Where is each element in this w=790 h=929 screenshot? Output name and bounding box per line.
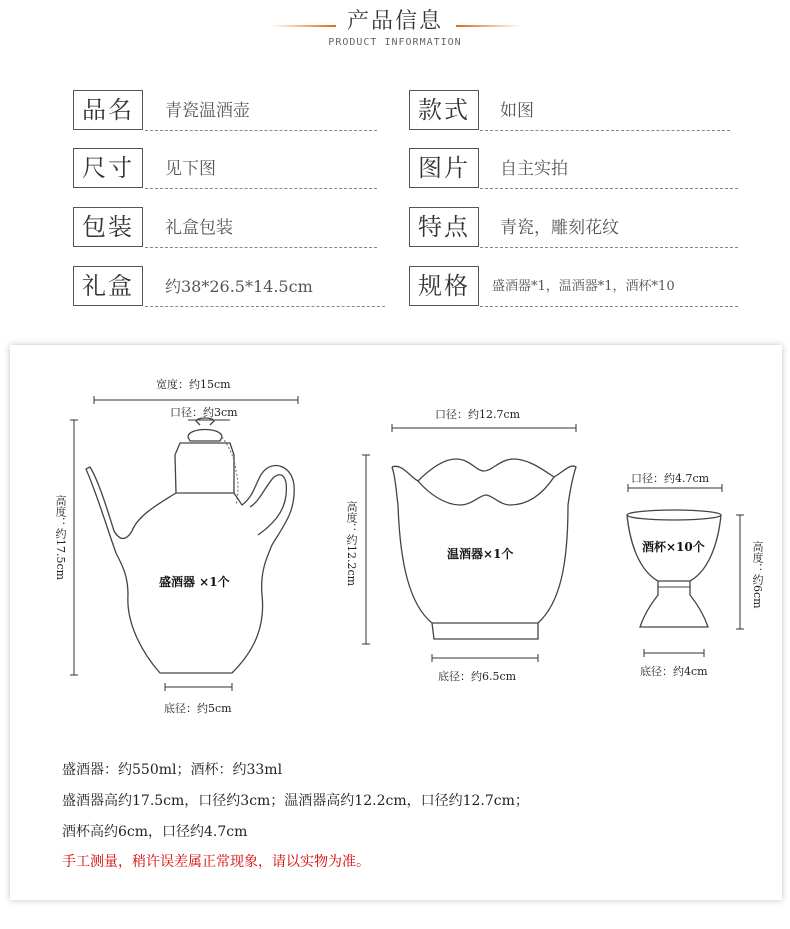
info-label: 图片: [409, 148, 479, 188]
info-value: 如图: [500, 101, 534, 121]
warmer-height-label: 高度：约12.2cm: [345, 501, 358, 587]
info-divider: [480, 188, 738, 189]
cup-outline: [10, 345, 782, 900]
info-value: 自主实拍: [500, 159, 568, 179]
ewer-height-label: 高度：约17.5cm: [54, 495, 67, 581]
info-divider: [480, 130, 730, 131]
info-value: 约38*26.5*14.5cm: [165, 277, 313, 296]
info-label: 特点: [409, 207, 479, 247]
info-label: 品名: [73, 90, 143, 130]
size-diagram-panel: [10, 345, 782, 900]
cup-base-label: 底径：约4cm: [640, 665, 708, 678]
cup-name-label: 酒杯×10个: [642, 540, 705, 554]
info-value: 见下图: [165, 159, 216, 179]
warmer-mouth-label: 口径：约12.7cm: [435, 408, 521, 421]
note-cup-dimensions: 酒杯高约6cm，口径约4.7cm: [62, 824, 248, 840]
info-label: 包装: [73, 207, 143, 247]
info-divider: [145, 306, 385, 307]
info-divider: [480, 247, 738, 248]
ewer-base-label: 底径：约5cm: [164, 702, 232, 715]
cup-mouth-label: 口径：约4.7cm: [631, 472, 710, 485]
info-divider: [145, 247, 377, 248]
info-divider: [145, 130, 377, 131]
info-label: 款式: [409, 90, 479, 130]
ewer-name-label: 盛酒器 ×1个: [159, 575, 230, 589]
section-title: 产品信息: [346, 9, 443, 34]
warmer-name-label: 温酒器×1个: [447, 547, 514, 561]
warmer-base-label: 底径：约6.5cm: [438, 670, 517, 683]
ewer-width-label: 宽度：约15cm: [156, 378, 231, 391]
info-divider: [145, 188, 377, 189]
info-label: 礼盒: [73, 266, 143, 306]
section-subtitle: PRODUCT INFORMATION: [328, 37, 462, 48]
info-label: 规格: [409, 266, 479, 306]
note-capacity: 盛酒器：约550ml；酒杯：约33ml: [62, 762, 283, 778]
info-value: 青瓷温酒壶: [165, 101, 250, 121]
info-value: 青瓷，雕刻花纹: [500, 218, 619, 238]
ewer-mouth-label: 口径：约3cm: [170, 406, 238, 419]
note-disclaimer: 手工测量，稍许误差属正常现象，请以实物为准。: [62, 854, 370, 870]
info-value: 礼盒包装: [165, 218, 233, 238]
info-value: 盛酒器*1，温酒器*1，酒杯*10: [492, 279, 675, 294]
info-label: 尺寸: [73, 148, 143, 188]
cup-height-label: 高度：约6cm: [751, 541, 764, 609]
info-divider: [480, 306, 738, 307]
note-dimensions: 盛酒器高约17.5cm，口径约3cm；温酒器高约12.2cm，口径约12.7cm；: [62, 793, 529, 809]
